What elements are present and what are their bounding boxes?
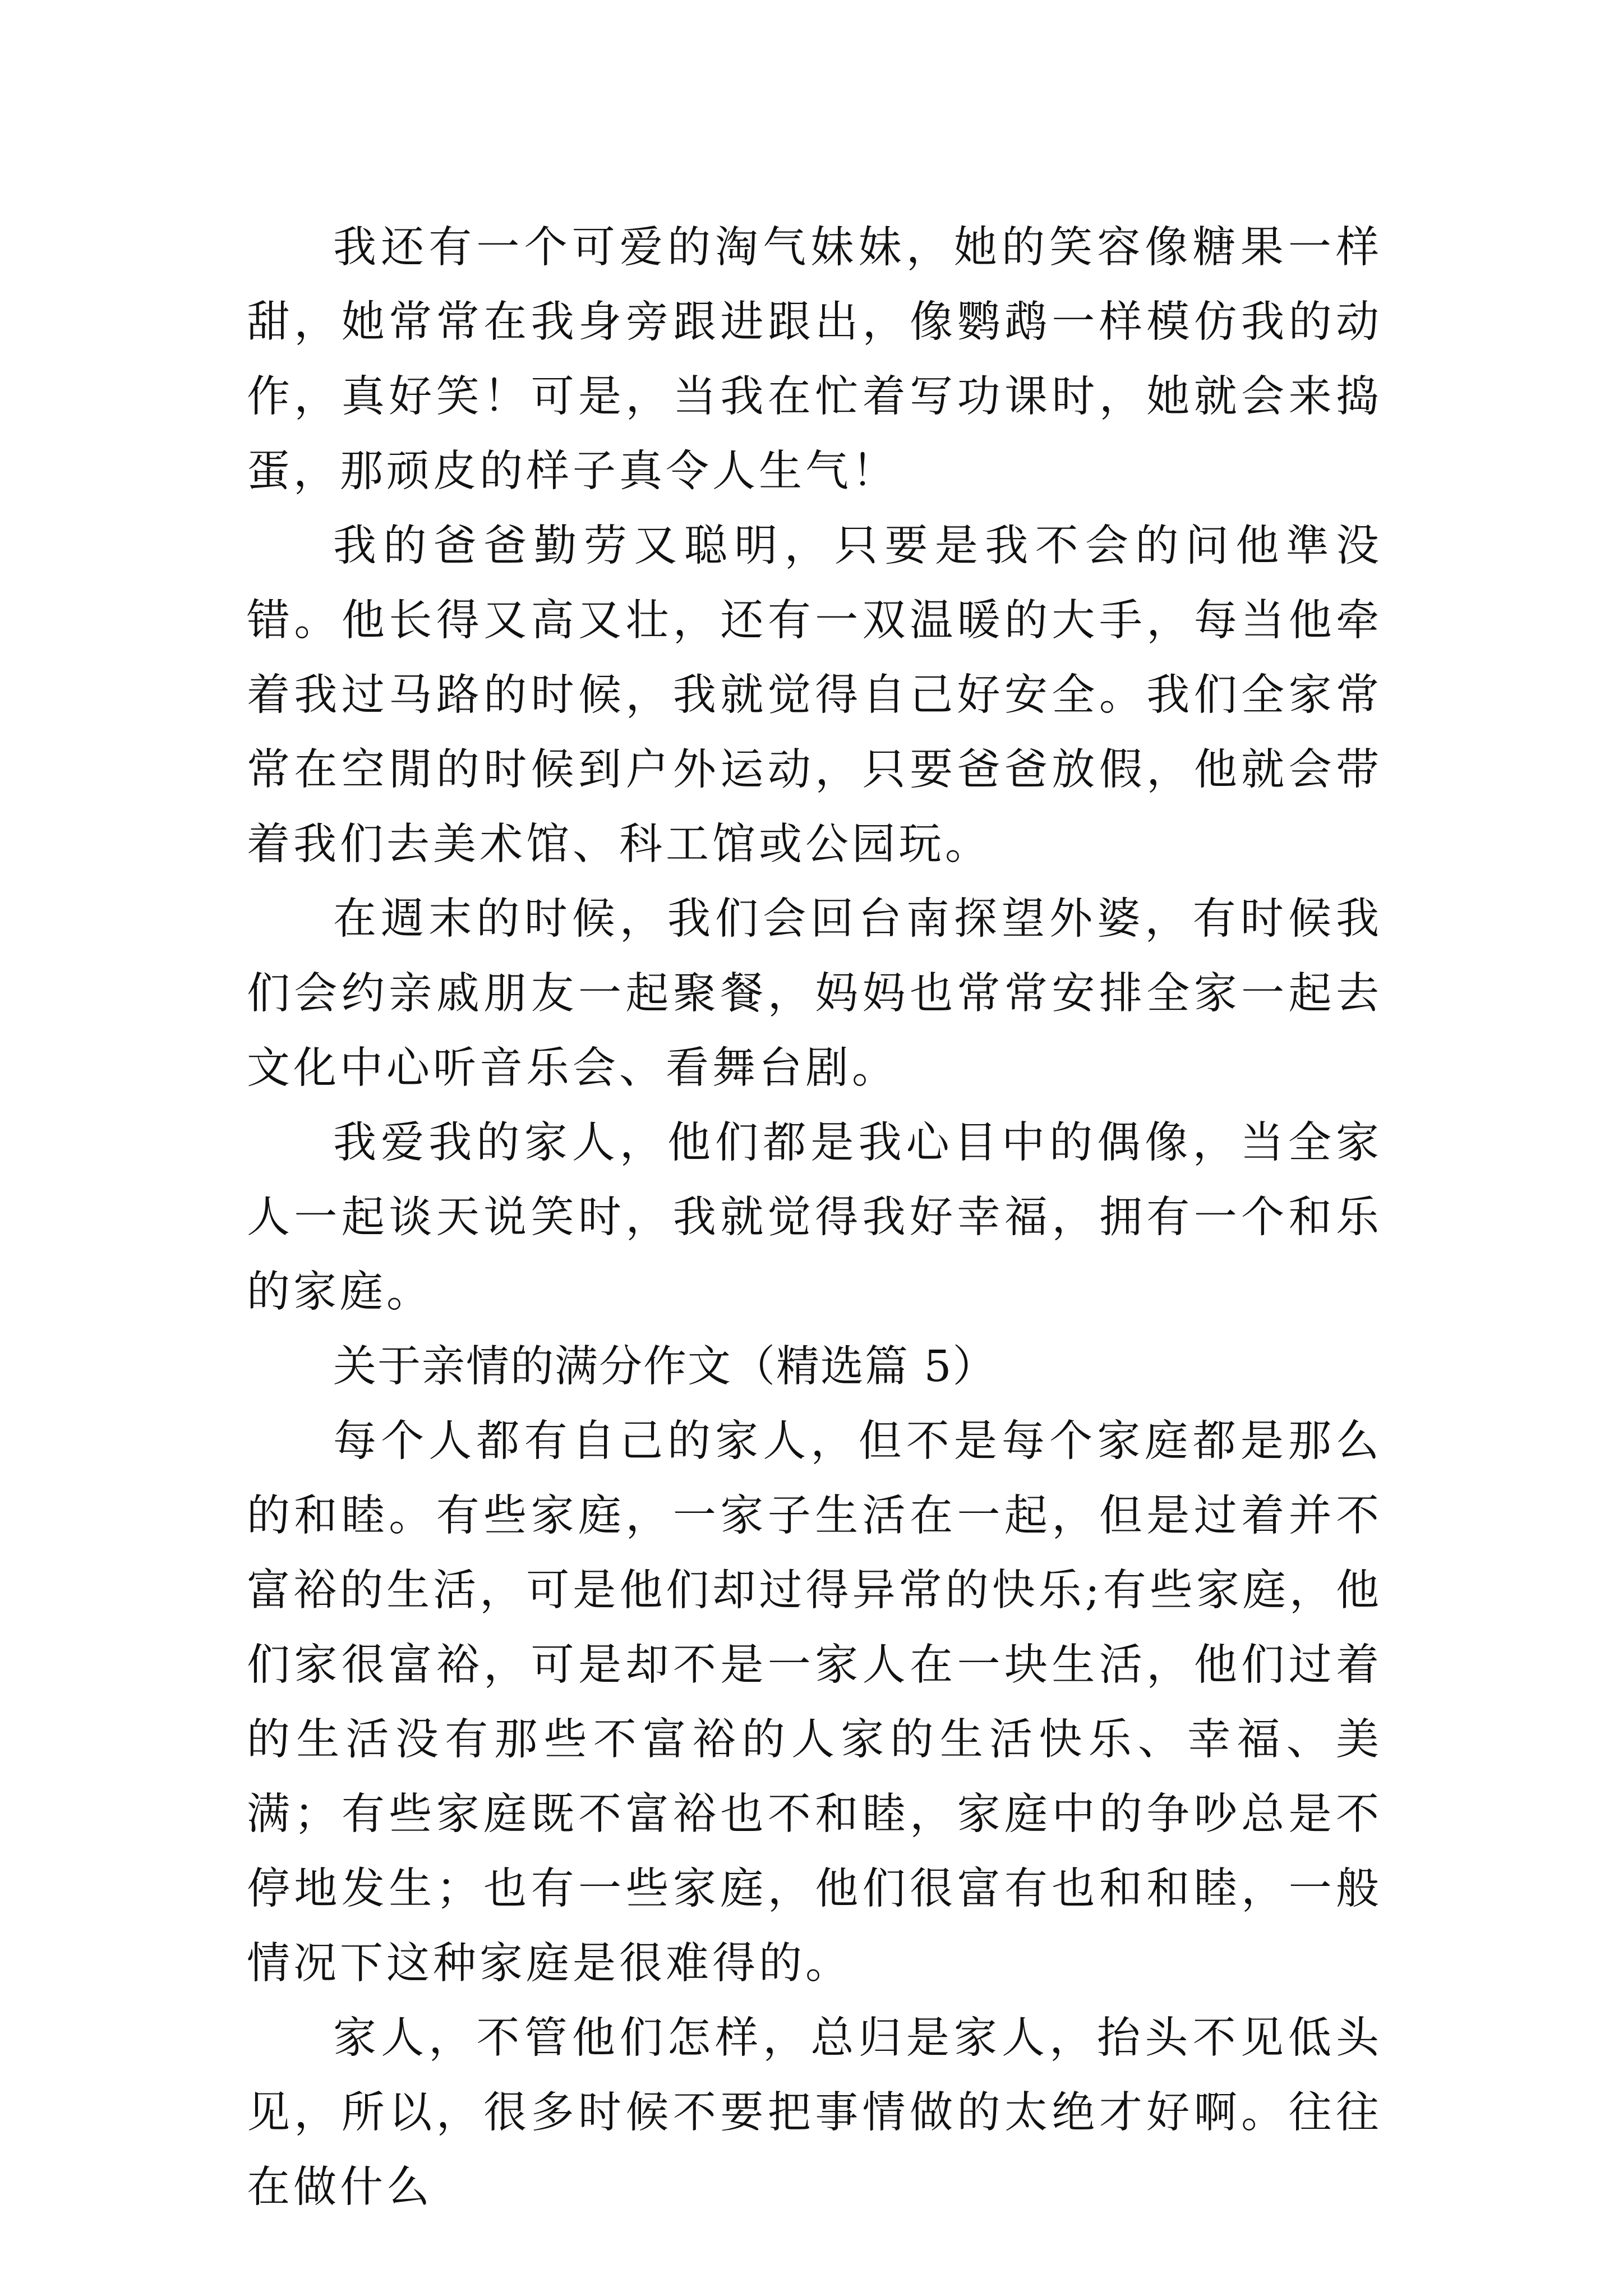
document-body: [247, 210, 1382, 2225]
paragraph-sister: 我还有一个可爱的淘气妹妹，她的笑容像糖果一样甜，她常常在我身旁跟进跟出，像鹦鹉一样模仿我的动作，真好笑！可是，当我在忙着写功课时，她就会来捣蛋，那顽皮的样子真令人生气！: [247, 223, 1382, 496]
paragraph-family-always: 家人，不管他们怎样，总归是家人，抬头不见低头见，所以，很多时候不要把事情做的太绝才好啊。往往在做什么: [247, 2013, 1382, 2212]
paragraph-weekend: 在週末的时候，我们会回台南探望外婆，有时候我们会约亲戚朋友一起聚餐，妈妈也常常安排全家一起去文化中心听音乐会、看舞台剧。: [247, 894, 1382, 1093]
paragraph-love-family: 我爱我的家人，他们都是我心目中的偶像，当全家人一起谈天说笑时，我就觉得我好幸福，拥有一个和乐的家庭。: [247, 1118, 1382, 1317]
section-heading: 关于亲情的满分作文（精选篇 5）: [333, 1342, 997, 1392]
paragraph-father: 我的爸爸勤劳又聪明，只要是我不会的问他準没错。他长得又高又壮，还有一双温暖的大手，每当他牵着我过马路的时候，我就觉得自己好安全。我们全家常常在空閒的时候到户外运动，只要爸爸放假，他就会带着我们去美术馆、科工馆或公园玩。: [247, 521, 1382, 869]
paragraph-family-harmony: 每个人都有自己的家人，但不是每个家庭都是那么的和睦。有些家庭，一家子生活在一起，但是过着并不富裕的生活，可是他们却过得异常的快乐;有些家庭，他们家很富裕，可是却不是一家人在一块生活，他们过着的生活没有那些不富裕的人家的生活快乐、幸福、美满；有些家庭既不富裕也不和睦，家庭中的争吵总是不停地发生；也有一些家庭，他们很富有也和和睦，一般情况下这种家庭是很难得的。: [247, 1416, 1382, 1989]
